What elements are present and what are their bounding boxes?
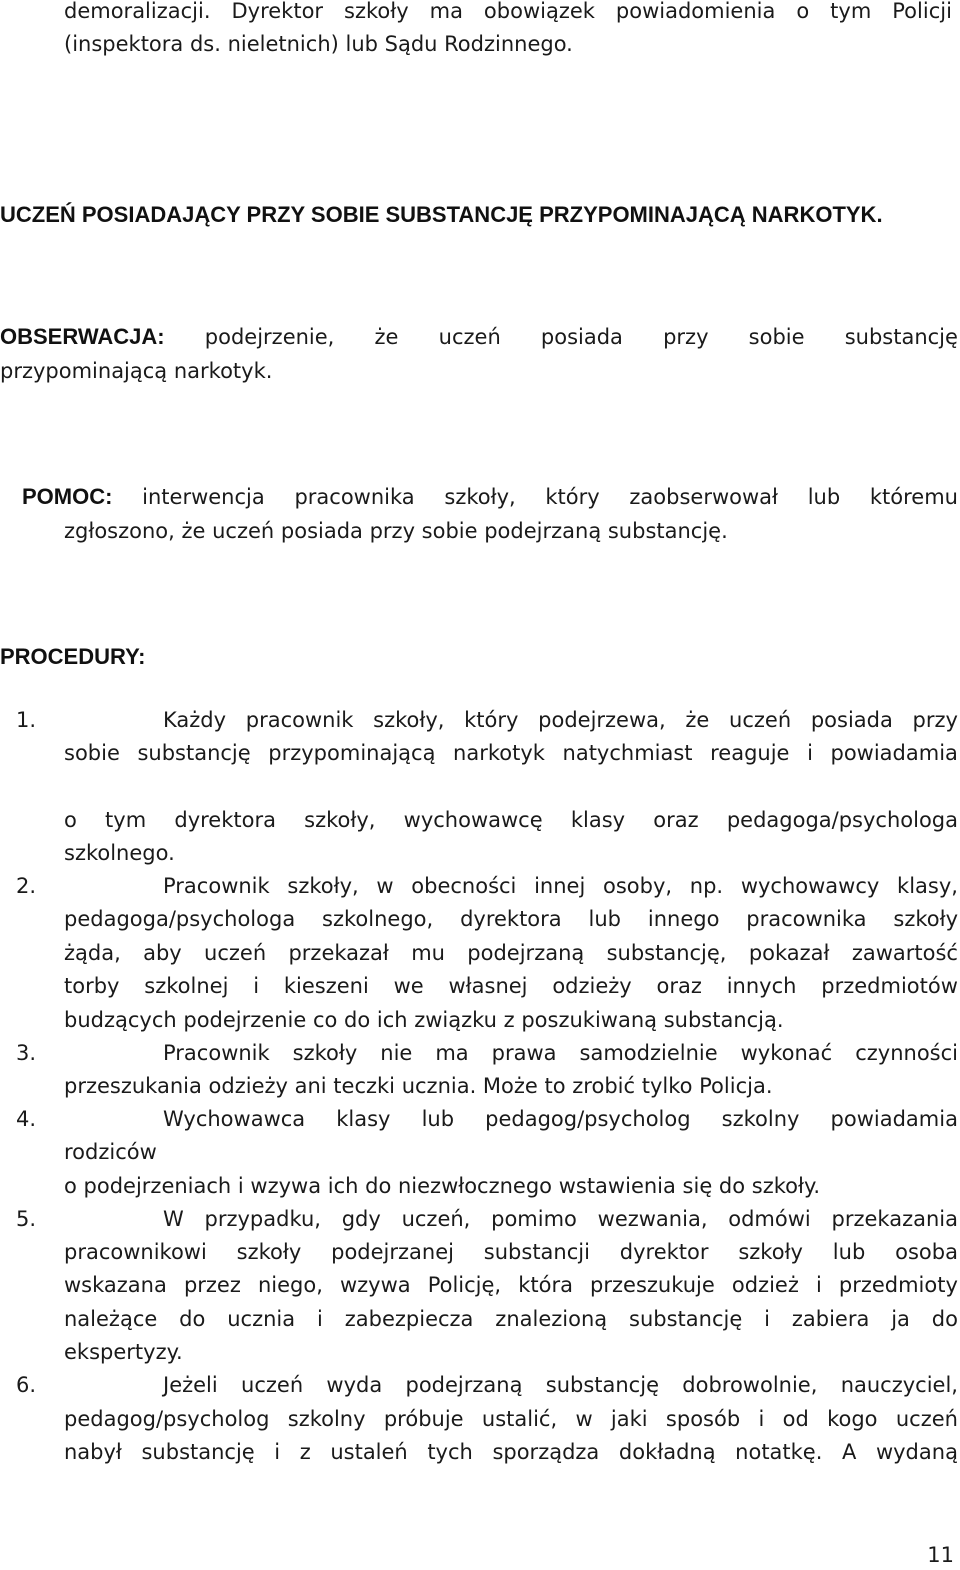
- procedure-5-line: ekspertyzy.: [64, 1340, 183, 1364]
- procedure-word: odzieży: [552, 974, 632, 998]
- intro-line-word: powiadomienia: [615, 0, 776, 23]
- procedure-3-first-line-word: wykonać: [740, 1041, 833, 1065]
- procedure-2-line: [64, 971, 958, 1001]
- observation-label: OBSERWACJA:: [0, 324, 165, 349]
- procedure-word: natychmiast: [562, 741, 693, 765]
- procedure-word: szkolny: [287, 1407, 366, 1431]
- procedure-word: we: [393, 974, 424, 998]
- procedure-word: szkoły: [236, 1240, 302, 1264]
- observation-line-word: substancję: [844, 325, 958, 349]
- procedure-word: przeszukuje: [590, 1273, 715, 1297]
- intro-line-word: Dyrektor: [231, 0, 324, 23]
- procedure-1-line: [64, 805, 958, 835]
- procedure-word: uczeń: [895, 1407, 958, 1431]
- intro-line-word: Policji: [892, 0, 952, 23]
- procedure-word: od: [782, 1407, 809, 1431]
- procedure-6-first-line-word: nauczyciel,: [840, 1373, 958, 1397]
- procedure-5-line: [64, 1304, 958, 1334]
- procedure-word: kogo: [827, 1407, 878, 1431]
- observation-line-word: podejrzenie,: [204, 325, 335, 349]
- procedures-label: PROCEDURY:: [0, 644, 146, 669]
- procedure-word: i: [815, 1273, 822, 1297]
- procedure-word: dokładną: [618, 1440, 716, 1464]
- procedure-word: tych: [427, 1440, 473, 1464]
- procedure-word: mu: [411, 941, 445, 965]
- procedure-word: dyrektora: [460, 907, 562, 931]
- procedure-word: wychowawcę: [403, 808, 543, 832]
- procedure-2-line: budzących podejrzenie co do ich związku z poszukiwaną substancją.: [64, 1008, 784, 1032]
- procedure-word: substancję: [629, 1307, 743, 1331]
- procedure-word: reaguje: [710, 741, 790, 765]
- procedure-1-line: [64, 738, 958, 768]
- help-line-word: lub: [807, 485, 841, 509]
- help-line-word: szkoły,: [444, 485, 516, 509]
- procedure-6-first-line-word: Jeżeli: [163, 1373, 218, 1397]
- procedure-5-first-line-word: gdy: [341, 1207, 381, 1231]
- procedure-1-first-line-word: uczeń: [729, 708, 792, 732]
- page-number: 11: [927, 1543, 954, 1567]
- procedure-2-line: [64, 938, 958, 968]
- help-line-word: zaobserwował: [629, 485, 778, 509]
- procedure-2-first-line: [163, 871, 958, 901]
- observation-line-2: przypominającą narkotyk.: [0, 359, 273, 383]
- procedure-1-line: szkolnego.: [64, 841, 175, 865]
- procedure-word: substancję: [141, 1440, 255, 1464]
- procedure-word: przedmiotów: [821, 974, 958, 998]
- procedure-word: powiadamia: [830, 741, 958, 765]
- observation-line-word: że: [374, 325, 399, 349]
- procedure-word: szkoły: [893, 907, 958, 931]
- procedure-word: dyrektor: [619, 1240, 709, 1264]
- procedure-5-first-line-word: uczeń,: [401, 1207, 471, 1231]
- procedure-word: o: [64, 808, 77, 832]
- intro-line-2: (inspektora ds. nieletnich) lub Sądu Rodzinnego.: [64, 32, 573, 56]
- procedure-word: i: [274, 1440, 281, 1464]
- procedure-1-first-line-word: który: [464, 708, 519, 732]
- observation-line-word: posiada: [540, 325, 623, 349]
- procedure-word: narkotyk: [453, 741, 545, 765]
- procedure-word: pracownikowi: [64, 1240, 207, 1264]
- procedure-word: uczeń: [204, 941, 267, 965]
- procedure-word: i: [253, 974, 260, 998]
- observation-line-word: uczeń: [438, 325, 501, 349]
- procedure-3-first-line-word: ma: [435, 1041, 469, 1065]
- help-line-word: któremu: [869, 485, 958, 509]
- procedure-3-first-line-word: szkoły: [292, 1041, 358, 1065]
- procedure-3-first-line-word: prawa: [491, 1041, 557, 1065]
- procedure-word: osoba: [895, 1240, 958, 1264]
- procedure-6-first-line-word: substancję: [545, 1373, 659, 1397]
- procedure-word: podejrzaną: [467, 941, 585, 965]
- procedure-5-first-line-word: wezwania,: [597, 1207, 708, 1231]
- procedure-word: szkolnej: [144, 974, 229, 998]
- procedure-1-first-line-word: że: [685, 708, 710, 732]
- procedure-5-first-line-word: odmówi: [728, 1207, 811, 1231]
- procedure-4-first-line-word: powiadamia: [830, 1107, 958, 1131]
- procedure-4-first-line-word: klasy: [336, 1107, 391, 1131]
- procedure-word: substancji: [483, 1240, 590, 1264]
- observation-line: [0, 322, 958, 352]
- procedure-word: próbuje: [383, 1407, 464, 1431]
- procedure-word: ustaleń: [330, 1440, 408, 1464]
- procedure-4-first-line-word: lub: [421, 1107, 455, 1131]
- procedure-word: klasy: [570, 808, 626, 832]
- procedure-word: tym: [105, 808, 147, 832]
- procedure-3-first-line-word: Pracownik: [163, 1041, 270, 1065]
- procedure-3-first-line-word: samodzielnie: [579, 1041, 718, 1065]
- procedure-2-first-line-word: klasy,: [897, 874, 958, 898]
- procedure-word: ustalić,: [481, 1407, 558, 1431]
- procedure-4-first-line-word: szkolny: [721, 1107, 800, 1131]
- procedure-word: oraz: [656, 974, 702, 998]
- procedure-2-first-line-word: w: [376, 874, 394, 898]
- procedure-5-first-line: [163, 1204, 958, 1234]
- procedure-2-first-line-word: wychowawcy: [740, 874, 880, 898]
- procedure-word: odzież: [731, 1273, 799, 1297]
- procedure-6-first-line: [163, 1370, 958, 1400]
- procedure-word: wskazana: [64, 1273, 167, 1297]
- intro-line-word: szkoły: [344, 0, 409, 23]
- procedure-word: własnej: [448, 974, 528, 998]
- procedure-4-line: rodziców: [64, 1140, 157, 1164]
- procedure-word: sobie: [64, 741, 120, 765]
- procedure-2-first-line-word: np.: [689, 874, 724, 898]
- help-line-2: zgłoszono, że uczeń posiada przy sobie podejrzaną substancję.: [64, 519, 728, 543]
- procedure-word: nabył: [64, 1440, 122, 1464]
- procedure-word: podejrzanej: [331, 1240, 454, 1264]
- procedure-number: 4.: [16, 1107, 37, 1131]
- help-line-word: pracownika: [294, 485, 415, 509]
- procedure-word: szkoły: [738, 1240, 803, 1264]
- procedure-word: aby: [143, 941, 182, 965]
- intro-line-word: ma: [429, 0, 463, 23]
- procedure-word: pokazał: [748, 941, 830, 965]
- procedure-5-line: [64, 1237, 958, 1267]
- procedure-word: torby: [64, 974, 120, 998]
- section-title: UCZEŃ POSIADAJĄCY PRZY SOBIE SUBSTANCJĘ PRZYPOMINAJĄCĄ NARKOTYK.: [0, 202, 883, 227]
- procedure-word: do: [179, 1307, 206, 1331]
- procedure-word: pedagoga/psychologa: [64, 907, 296, 931]
- procedure-word: która: [518, 1273, 573, 1297]
- procedure-word: i: [758, 1407, 765, 1431]
- procedure-word: substancję,: [606, 941, 727, 965]
- procedure-word: substancję: [137, 741, 251, 765]
- procedure-word: szkoły,: [304, 808, 376, 832]
- procedure-6-first-line-word: wyda: [326, 1373, 383, 1397]
- intro-line-word: o: [796, 0, 810, 23]
- procedure-3-first-line-word: nie: [380, 1041, 413, 1065]
- procedure-word: zawartość: [851, 941, 958, 965]
- procedure-4-first-line-word: pedagog/psycholog: [485, 1107, 691, 1131]
- procedure-word: pedagog/psycholog: [64, 1407, 270, 1431]
- procedure-word: A: [842, 1440, 857, 1464]
- procedure-word: i: [764, 1307, 770, 1331]
- procedure-word: jaki: [610, 1407, 648, 1431]
- procedure-word: przez: [183, 1273, 241, 1297]
- procedure-word: notatkę.: [735, 1440, 823, 1464]
- help-line-word: interwencja: [142, 485, 265, 509]
- procedure-2-first-line-word: Pracownik: [163, 874, 270, 898]
- intro-line-word: tym: [830, 0, 872, 23]
- procedure-5-first-line-word: pomimo: [491, 1207, 577, 1231]
- procedure-word: ja: [891, 1307, 910, 1331]
- procedure-word: dyrektora: [174, 808, 276, 832]
- procedure-word: zabezpiecza: [344, 1307, 474, 1331]
- procedure-4-first-line-word: Wychowawca: [163, 1107, 306, 1131]
- procedure-5-first-line-word: W: [163, 1207, 184, 1231]
- procedure-6-first-line-word: uczeń: [241, 1373, 304, 1397]
- procedure-3-first-line-word: czynności: [855, 1041, 958, 1065]
- procedure-1-first-line-word: posiada: [810, 708, 893, 732]
- procedure-word: innych: [726, 974, 797, 998]
- help-label: POMOC:: [22, 484, 113, 509]
- intro-line-word: obowiązek: [483, 0, 595, 23]
- procedure-2-first-line-word: obecności: [411, 874, 517, 898]
- procedure-word: z: [299, 1440, 311, 1464]
- procedure-6-line: [64, 1404, 958, 1434]
- procedure-word: sposób: [665, 1407, 741, 1431]
- procedure-number: 2.: [16, 874, 37, 898]
- procedure-word: szkolnego,: [322, 907, 434, 931]
- procedure-4-line: o podejrzeniach i wzywa ich do niezwłocznego wstawienia się do szkoły.: [64, 1174, 821, 1198]
- observation-line-word: sobie: [748, 325, 805, 349]
- observation-line-word: przy: [663, 325, 709, 349]
- procedure-number: 1.: [16, 708, 37, 732]
- intro-line-word: demoralizacji.: [64, 0, 211, 23]
- procedure-word: innego: [647, 907, 720, 931]
- procedure-word: żąda,: [64, 941, 121, 965]
- procedure-6-first-line-word: dobrowolnie,: [682, 1373, 818, 1397]
- procedure-4-first-line: [163, 1104, 958, 1134]
- procedure-number: 5.: [16, 1207, 37, 1231]
- procedure-word: pedagoga/psychologa: [726, 808, 958, 832]
- procedure-6-line: [64, 1437, 958, 1467]
- procedure-1-first-line-word: szkoły,: [373, 708, 445, 732]
- procedure-number: 6.: [16, 1373, 37, 1397]
- procedure-5-first-line-word: przekazania: [831, 1207, 958, 1231]
- procedure-word: wzywa: [339, 1273, 411, 1297]
- procedure-5-line: [64, 1270, 958, 1300]
- procedure-1-first-line-word: pracownik: [245, 708, 354, 732]
- procedure-1-first-line-word: przy: [912, 708, 958, 732]
- procedure-word: ucznia: [227, 1307, 296, 1331]
- procedure-word: sporządza: [492, 1440, 600, 1464]
- procedure-word: zabiera: [791, 1307, 870, 1331]
- procedure-word: pracownika: [746, 907, 867, 931]
- procedure-word: wydaną: [875, 1440, 958, 1464]
- procedure-word: kieszeni: [283, 974, 369, 998]
- help-line-word: który: [545, 485, 600, 509]
- procedure-word: należące: [64, 1307, 158, 1331]
- intro-line: [64, 0, 952, 26]
- procedure-2-first-line-word: osoby,: [603, 874, 673, 898]
- procedure-word: Policję,: [427, 1273, 502, 1297]
- procedure-6-first-line-word: podejrzaną: [405, 1373, 523, 1397]
- procedure-2-line: [64, 904, 958, 934]
- procedure-word: lub: [588, 907, 622, 931]
- procedure-word: i: [317, 1307, 323, 1331]
- procedure-word: i: [807, 741, 813, 765]
- procedure-word: niego,: [257, 1273, 323, 1297]
- procedure-number: 3.: [16, 1041, 37, 1065]
- procedure-word: w: [575, 1407, 593, 1431]
- procedure-5-first-line-word: przypadku,: [204, 1207, 321, 1231]
- procedure-1-first-line-word: podejrzewa,: [538, 708, 666, 732]
- procedure-word: przekazał: [288, 941, 389, 965]
- procedure-word: do: [931, 1307, 958, 1331]
- procedure-word: przedmioty: [838, 1273, 958, 1297]
- procedure-word: oraz: [653, 808, 699, 832]
- procedure-2-first-line-word: innej: [534, 874, 586, 898]
- procedure-2-first-line-word: szkoły,: [287, 874, 359, 898]
- help-line: [22, 482, 958, 512]
- procedure-3-line: przeszukania odzieży ani teczki ucznia. Może to zrobić tylko Policja.: [64, 1074, 773, 1098]
- procedure-word: przypominającą: [268, 741, 436, 765]
- procedure-1-first-line: [163, 705, 958, 735]
- procedure-3-first-line: [163, 1038, 958, 1068]
- procedure-1-first-line-word: Każdy: [163, 708, 227, 732]
- procedure-word: lub: [832, 1240, 866, 1264]
- procedure-word: znalezioną: [495, 1307, 608, 1331]
